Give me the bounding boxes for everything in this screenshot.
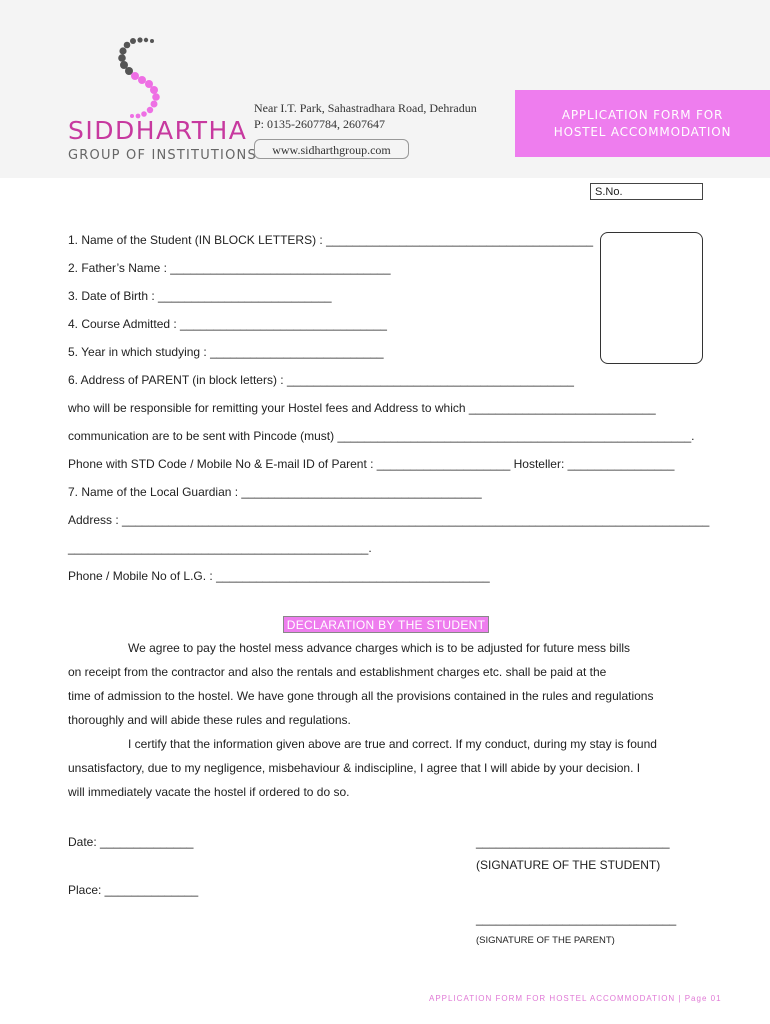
page-footer: APPLICATION FORM FOR HOSTEL ACCOMMODATION | Page 01: [429, 994, 722, 1003]
declaration-line: time of admission to the hostel. We have gone through all the provisions contained in the rules and regulations: [68, 689, 654, 703]
parent-signature-line[interactable]: ______________________________: [476, 912, 677, 926]
student-signature-line[interactable]: _____________________________: [476, 835, 670, 849]
photo-box: [600, 232, 703, 364]
place-field[interactable]: Place: ______________: [68, 883, 199, 897]
field-father-name[interactable]: 2. Father’s Name : _________________________________: [68, 261, 391, 275]
declaration-heading: DECLARATION BY THE STUDENT: [283, 616, 489, 633]
field-pincode[interactable]: communication are to be sent with Pincode (must) _____________________________________________________.: [68, 429, 695, 443]
brand-subtitle: GROUP OF INSTITUTIONS: [68, 148, 257, 163]
field-guardian-address[interactable]: Address : ________________________________________________________________________________________: [68, 513, 710, 527]
form-title-line2: HOSTEL ACCOMMODATION: [553, 125, 732, 139]
field-course-admitted[interactable]: 4. Course Admitted : _______________________________: [68, 317, 387, 331]
siddhartha-s-logo-icon: [112, 36, 172, 124]
student-signature-label: (SIGNATURE OF THE STUDENT): [476, 858, 661, 872]
form-title: [515, 90, 770, 157]
field-parent-phone[interactable]: Phone with STD Code / Mobile No & E-mail ID of Parent : ____________________ Hosteller: ________________: [68, 457, 675, 471]
declaration-line: We agree to pay the hostel mess advance charges which is to be adjusted for future mess bills: [68, 641, 631, 655]
website-link[interactable]: www.sidharthgroup.com: [254, 139, 409, 159]
brand-name: SIDDHARTHA: [68, 116, 248, 145]
field-parent-address[interactable]: 6. Address of PARENT (in block letters) : ___________________________________________: [68, 373, 574, 387]
serial-number-box[interactable]: S.No.: [590, 183, 703, 200]
contact-address: [254, 100, 477, 132]
letterhead: [0, 0, 770, 178]
declaration-line: I certify that the information given above are true and correct. If my conduct, during my stay is found: [68, 737, 657, 751]
date-field[interactable]: Date: ______________: [68, 835, 194, 849]
field-date-of-birth[interactable]: 3. Date of Birth : __________________________: [68, 289, 332, 303]
declaration-line: will immediately vacate the hostel if ordered to do so.: [68, 785, 350, 799]
declaration-line: thoroughly and will abide these rules and regulations.: [68, 713, 351, 727]
field-guardian-phone[interactable]: Phone / Mobile No of L.G. : _________________________________________: [68, 569, 490, 583]
field-address-continued[interactable]: who will be responsible for remitting your Hostel fees and Address to which ____________________________: [68, 401, 656, 415]
form-title-line1: APPLICATION FORM FOR: [561, 108, 724, 122]
address-line: Near I.T. Park, Sahastradhara Road, Dehradun: [254, 101, 477, 115]
field-guardian-address-continued[interactable]: _____________________________________________.: [68, 541, 372, 555]
field-local-guardian[interactable]: 7. Name of the Local Guardian : ____________________________________: [68, 485, 482, 499]
declaration-line: unsatisfactory, due to my negligence, misbehaviour & indiscipline, I agree that I will abide by your decision. I: [68, 761, 641, 775]
declaration-line: on receipt from the contractor and also the rentals and establishment charges etc. shall be paid at the: [68, 665, 607, 679]
field-student-name[interactable]: 1. Name of the Student (IN BLOCK LETTERS) : ________________________________________: [68, 233, 594, 247]
parent-signature-label: (SIGNATURE OF THE PARENT): [476, 935, 615, 946]
phone-line: P: 0135-2607784, 2607647: [254, 117, 386, 131]
field-year-studying[interactable]: 5. Year in which studying : __________________________: [68, 345, 384, 359]
